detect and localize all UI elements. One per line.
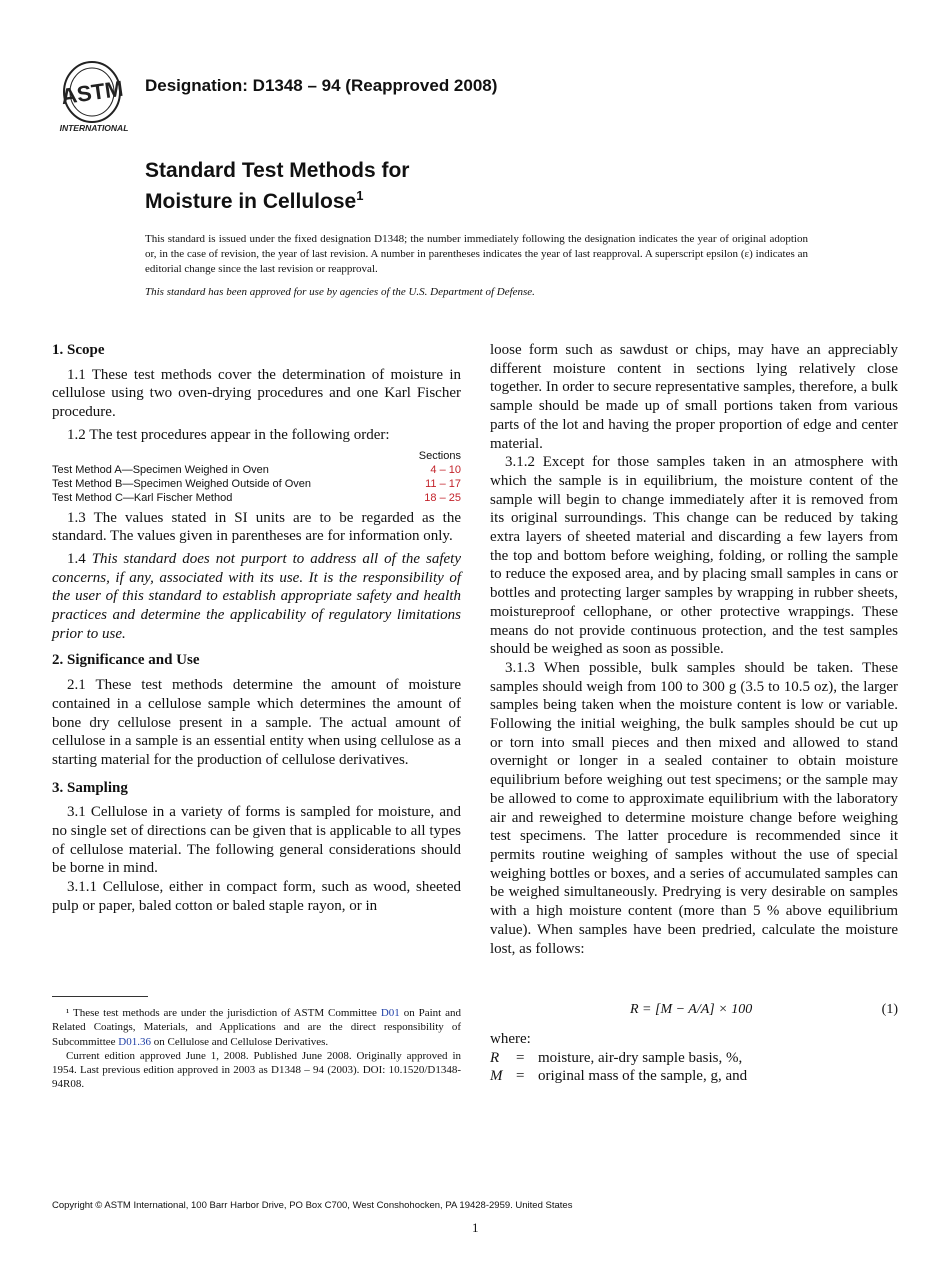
- astm-logo-mark: [52, 58, 136, 136]
- where-item: R = moisture, air-dry sample basis, %,: [490, 1049, 743, 1066]
- right-column: [490, 341, 898, 958]
- copyright: Copyright © ASTM International, 100 Barr Harbor Drive, PO Box C700, West Conshohocken, PA 19428-2959. United States: [52, 1200, 573, 1211]
- document-title: [145, 158, 409, 214]
- para-1-4: 1.4 This standard does not purport to address all of the safety concerns, if any, associated with its use. It is the responsibility of the user of this standard to establish appropriate safety and health practices and determine the applicability of regulatory limitations prior to use.: [52, 550, 462, 642]
- para-1-3: 1.3 The values stated in SI units are to be regarded as the standard. The values given in parentheses are for information only.: [52, 509, 461, 545]
- para-3-1-2: 3.1.2 Except for those samples taken in an atmosphere with which the sample is in equilibrium, the moisture content of the sample will begin to change immediately after it is removed from its original surroundings. This change can be reduced by taking extra layers of sheeted material and discarding a few layers from the top and bottom before weighing, folding, or rolling the sample to reduce the exposed area, and by placing small samples in cans or bottles and protecting larger samples by wrapping in rubber sheets, moistureproof cellophane, or other protective wrappings. These means do not provide continuous protection, and the test samples should be weighed as soon as possible.: [490, 454, 898, 658]
- test-method-order-table: [52, 449, 461, 505]
- footnote: [52, 1006, 461, 1092]
- significance-heading: 2. Significance and Use: [52, 652, 200, 669]
- toc-row: Test Method B—Specimen Weighed Outside of Oven 11 – 17: [52, 477, 461, 490]
- para-2-1: 2.1 These test methods determine the amount of moisture contained in a cellulose sample which determines the amount of bone dry cellulose present in a sample. The actual amount of cellulose in a sample is an essential entity when using cellulose as a starting material for the production of cellulose derivatives.: [52, 677, 461, 768]
- logo-text-bottom: INTERNATIONAL: [59, 123, 129, 133]
- astm-logo: [52, 58, 136, 136]
- defense-note: This standard has been approved for use by agencies of the U.S. Department of Defense.: [145, 286, 535, 298]
- committee-link[interactable]: D01: [380, 1007, 400, 1019]
- page-number: 1: [472, 1220, 479, 1235]
- moisture-equation: R = [M − A/A] × 100: [630, 1002, 753, 1017]
- title-line-1: Standard Test Methods for: [145, 159, 410, 182]
- para-3-1-3: 3.1.3 When possible, bulk samples should be taken. These samples should weigh from 100 to 300 g (3.5 to 10.5 oz), the larger samples being taken when the moisture content is low or variable. Following the initial weighing, the bulk samples should be cut up or torn into small pieces and then mixed and allowed to stand overnight or longer in a sealed container to obtain moisture equilibrium before weighing out test specimens; or the sample may be allowed to come to approximate equilibrium with the laboratory air and reweighed to determine moisture change before weighing test specimens. The latter procedure is recommended since it permits routine weighing of samples without the use of special weighing bottles or boxes, and a series of accumulated samples can be weighed simultaneously. Predrying is very desirable on samples with a high moisture content (more than 5 % above equilibrium value). When samples have been predried, calculate the moisture lost, as follows:: [490, 659, 898, 957]
- toc-header: Sections: [418, 449, 461, 462]
- where-block: [490, 1030, 747, 1086]
- para-1-2: 1.2 The test procedures appear in the following order:: [67, 426, 390, 443]
- designation: Designation: D1348 – 94 (Reapproved 2008): [145, 76, 498, 95]
- footnote-edition: Current edition approved June 1, 2008. Published June 2008. Originally approved in 1954. Last previous edition approved in 2003 as D1348 – 94 (2003). DOI: 10.1520/D1348-94R08.: [52, 1049, 461, 1091]
- scope-heading: 1. Scope: [52, 342, 105, 358]
- footnote-rule: [52, 996, 148, 997]
- where-item: M = original mass of the sample, g, and: [490, 1068, 748, 1085]
- para-1-1: 1.1 These test methods cover the determination of moisture in cellulose using two oven-drying procedures and one Karl Fischer procedure.: [52, 366, 461, 421]
- title-footnote-marker: 1: [356, 188, 364, 203]
- footnote-1: ¹ These test methods are under the jurisdiction of ASTM Committee D01 on Paint and Related Coatings, Materials, and Applications and are the direct responsibility of Subcommittee D01.36 on Cellulose and Cellulose Derivatives.: [52, 1007, 461, 1048]
- sampling-heading: 3. Sampling: [52, 779, 128, 796]
- para-3-1-1: 3.1.1 Cellulose, either in compact form, such as wood, sheeted pulp or paper, baled cotton or baled staple rayon, or in: [52, 879, 461, 914]
- para-3-1-1-continued: loose form such as sawdust or chips, may have an appreciably different moisture content in sections lying relatively close together. In order to secure representative samples, therefore, a bulk sample should be made up of small portions taken from various parts of the lot and having the proper proportion of edge and center material.: [490, 342, 898, 452]
- left-column: [52, 341, 461, 916]
- preamble: This standard is issued under the fixed designation D1348; the number immediately following the designation indicates the year of original adoption or, in the case of revision, the year of last revision. A number in parentheses indicates the year of last reapproval. A superscript epsilon (ε) indicates an editorial change since the last revision or reapproval.: [145, 233, 808, 275]
- subcommittee-link[interactable]: D01.36: [118, 1035, 151, 1048]
- equation-number: (1): [881, 1002, 898, 1017]
- where-label: where:: [490, 1031, 531, 1047]
- toc-row: Test Method C—Karl Fischer Method 18 – 25: [52, 491, 461, 504]
- toc-row: Test Method A—Specimen Weighed in Oven 4 – 10: [52, 463, 461, 476]
- title-line-2: Moisture in Cellulose: [145, 190, 357, 213]
- logo-text-top: ASTM: [59, 75, 125, 110]
- para-3-1: 3.1 Cellulose in a variety of forms is sampled for moisture, and no single set of directions can be given that is applicable to all types of cellulose material. The following general considerations should be borne in mind.: [52, 804, 461, 877]
